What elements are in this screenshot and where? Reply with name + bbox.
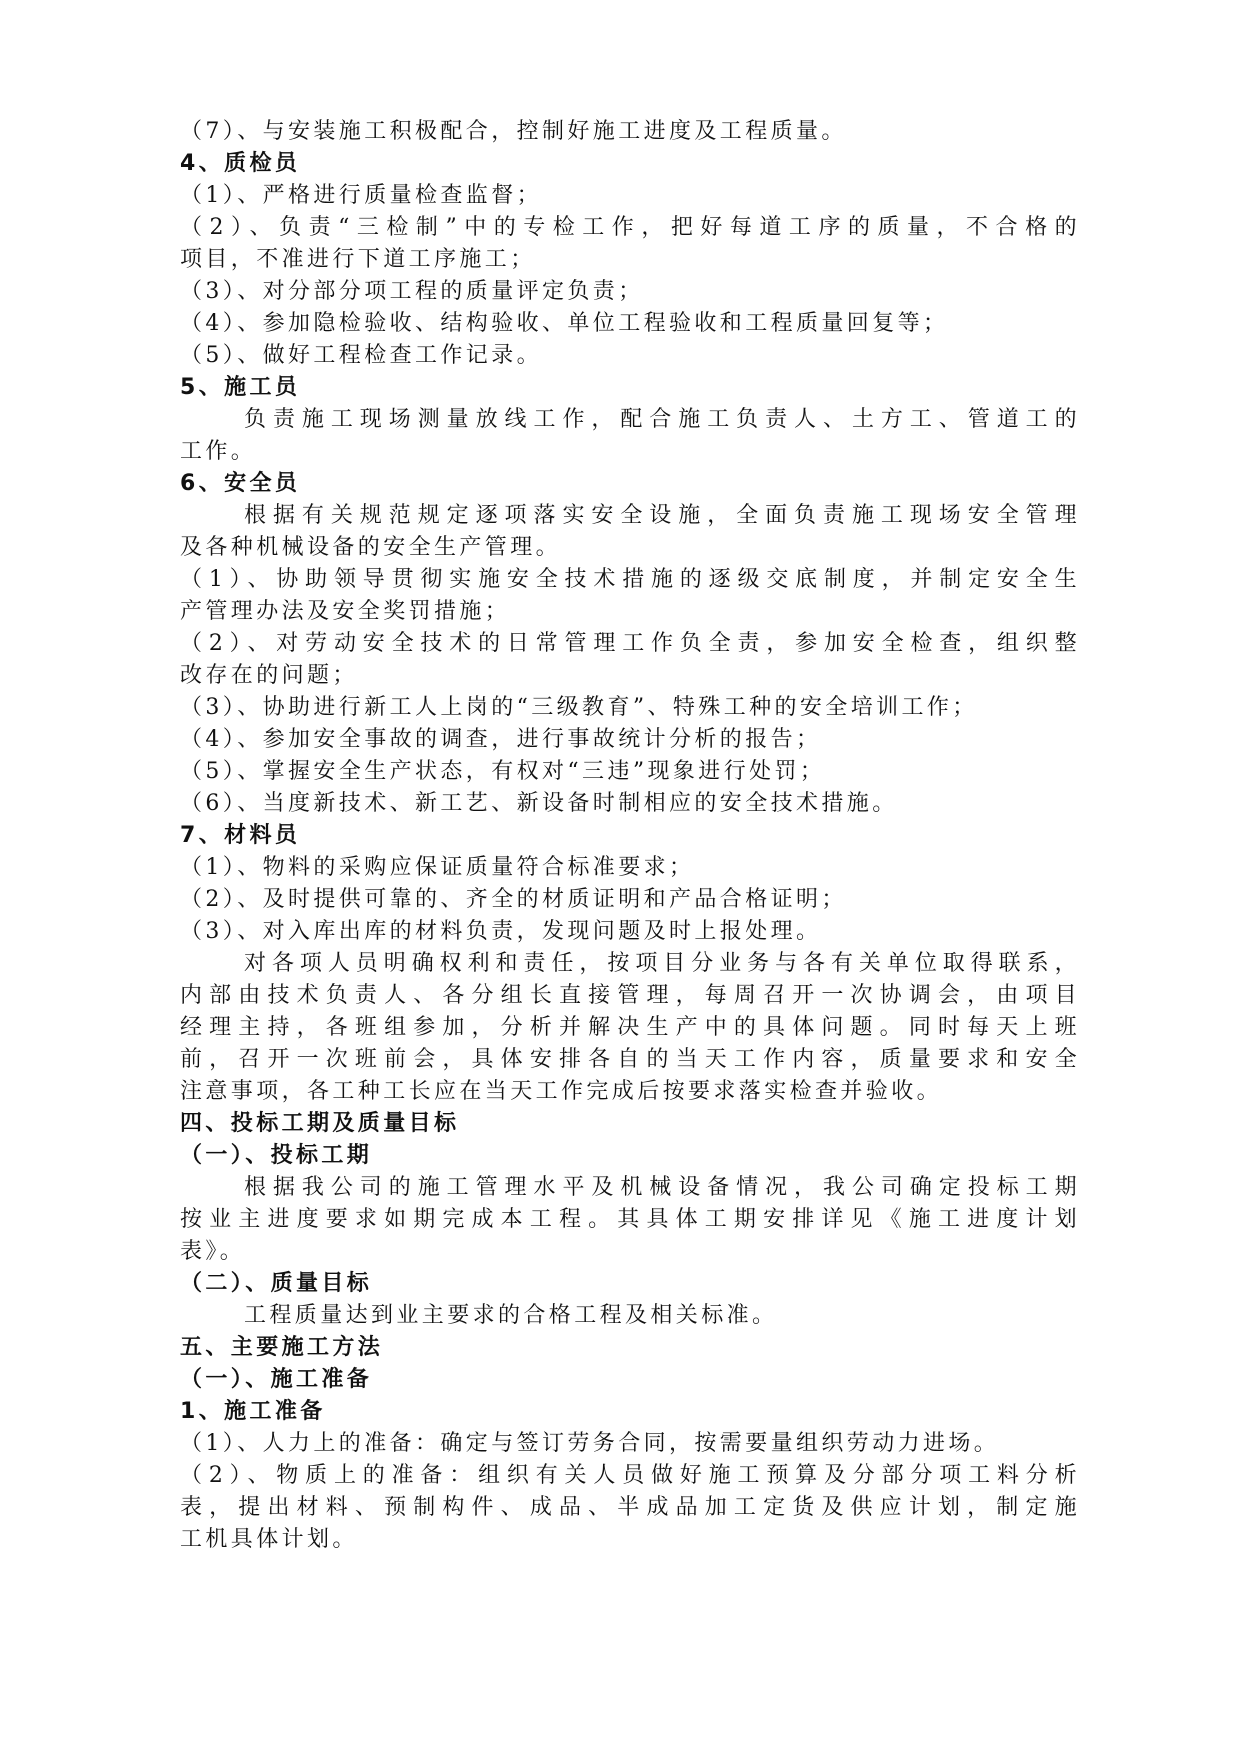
paragraph-line: （7）、与安装施工积极配合，控制好施工进度及工程质量。	[180, 119, 847, 144]
paragraph-line: 改存在的问题；	[180, 663, 358, 688]
section-heading: （一）、投标工期	[180, 1143, 373, 1168]
paragraph-line: 注意事项，各工种工长应在当天工作完成后按要求落实检查并验收。	[180, 1079, 943, 1104]
paragraph-line: 及各种机械设备的安全生产管理。	[180, 535, 562, 560]
paragraph-line: （5）、掌握安全生产状态，有权对“三违”现象进行处罚；	[180, 759, 826, 784]
section-heading: 5、施工员	[180, 375, 301, 400]
document-page	[180, 116, 1080, 1556]
paragraph-line: （3）、对分部分项工程的质量评定负责；	[180, 279, 644, 304]
paragraph-line: 按业主进度要求如期完成本工程。其具体工期安排详见《施工进度计划	[180, 1207, 1080, 1232]
paragraph-line: 产管理办法及安全奖罚措施；	[180, 599, 511, 624]
paragraph-line: 工程质量达到业主要求的合格工程及相关标准。	[244, 1303, 778, 1328]
paragraph-line: （2）、及时提供可靠的、齐全的材质证明和产品合格证明；	[180, 887, 847, 912]
section-heading: （二）、质量目标	[180, 1271, 373, 1296]
paragraph-line: （2）、对劳动安全技术的日常管理工作负全责，参加安全检查，组织整	[180, 631, 1080, 656]
paragraph-line: 根据我公司的施工管理水平及机械设备情况，我公司确定投标工期	[244, 1175, 1080, 1200]
section-heading: 4、质检员	[180, 151, 301, 176]
paragraph-line: 工机具体计划。	[180, 1527, 358, 1552]
paragraph-line: 内部由技术负责人、各分组长直接管理，每周召开一次协调会，由项目	[180, 983, 1080, 1008]
paragraph-line: 前，召开一次班前会，具体安排各自的当天工作内容，质量要求和安全	[180, 1047, 1080, 1072]
paragraph-line: 项目，不准进行下道工序施工；	[180, 247, 536, 272]
paragraph-line: （1）、物料的采购应保证质量符合标准要求；	[180, 855, 695, 880]
paragraph-line: （3）、协助进行新工人上岗的“三级教育”、特殊工种的安全培训工作；	[180, 695, 978, 720]
paragraph-line: （6）、当度新技术、新工艺、新设备时制相应的安全技术措施。	[180, 791, 898, 816]
paragraph-line: （4）、参加安全事故的调查，进行事故统计分析的报告；	[180, 727, 822, 752]
paragraph-line: （2）、物质上的准备：组织有关人员做好施工预算及分部分项工料分析	[180, 1463, 1080, 1488]
section-heading: 五、主要施工方法	[180, 1335, 384, 1360]
paragraph-line: 负责施工现场测量放线工作，配合施工负责人、土方工、管道工的	[244, 407, 1080, 432]
paragraph-line: 工作。	[180, 439, 257, 464]
section-heading: 6、安全员	[180, 471, 301, 496]
paragraph-line: （1）、严格进行质量检查监督；	[180, 183, 542, 208]
section-heading: 四、投标工期及质量目标	[180, 1111, 460, 1136]
paragraph-line: （5）、做好工程检查工作记录。	[180, 343, 542, 368]
paragraph-line: 根据有关规范规定逐项落实安全设施，全面负责施工现场安全管理	[244, 503, 1080, 528]
paragraph-line: 表，提出材料、预制构件、成品、半成品加工定货及供应计划，制定施	[180, 1495, 1080, 1520]
paragraph-line: （2）、负责“三检制”中的专检工作，把好每道工序的质量，不合格的	[180, 215, 1080, 240]
paragraph-line: （1）、协助领导贯彻实施安全技术措施的逐级交底制度，并制定安全生	[180, 567, 1080, 592]
paragraph-line: 经理主持，各班组参加，分析并解决生产中的具体问题。同时每天上班	[180, 1015, 1080, 1040]
section-heading: 7、材料员	[180, 823, 301, 848]
section-heading: 1、施工准备	[180, 1399, 326, 1424]
paragraph-line: （4）、参加隐检验收、结构验收、单位工程验收和工程质量回复等；	[180, 311, 949, 336]
paragraph-line: 表》。	[180, 1239, 246, 1264]
paragraph-line: （3）、对入库出库的材料负责，发现问题及时上报处理。	[180, 919, 822, 944]
paragraph-line: （1）、人力上的准备：确定与签订劳务合同，按需要量组织劳动力进场。	[180, 1431, 1000, 1456]
paragraph-line: 对各项人员明确权利和责任，按项目分业务与各有关单位取得联系，	[244, 951, 1080, 976]
section-heading: （一）、施工准备	[180, 1367, 373, 1392]
